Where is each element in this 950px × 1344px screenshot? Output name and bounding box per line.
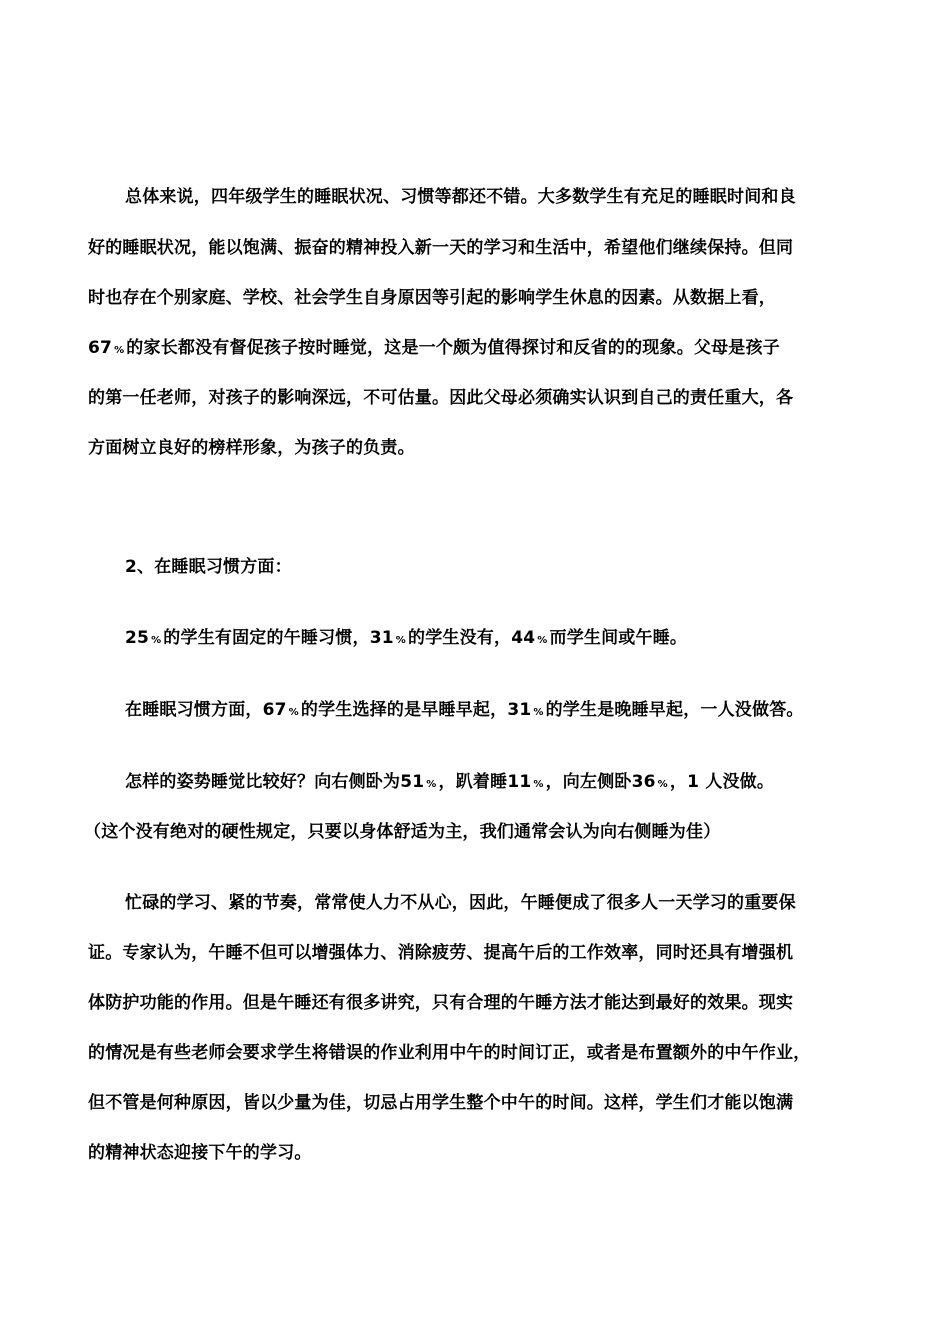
percent-value: 44: [511, 628, 536, 648]
percent-value: 25: [125, 628, 150, 648]
paragraph-line: 总体来说，四年级学生的睡眠状况、习惯等都还不错。大多数学生有充足的睡眠时间和良: [125, 187, 796, 207]
nap-stats-line: [125, 626, 687, 653]
paragraph-line: 好的睡眠状况，能以饱满、振奋的精神投入新一天的学习和生活中，希望他们继续保持。但同: [88, 238, 794, 258]
percent-value: 36: [631, 772, 656, 792]
line-text: 的学生选择的是早睡早起，: [300, 700, 508, 720]
percent-sign: %: [657, 779, 668, 790]
paragraph-line: 方面树立良好的榜样形象，为孩子的负责。: [88, 438, 415, 458]
paragraph-line: [88, 336, 780, 363]
percent-sign: %: [288, 707, 299, 718]
paragraph-line: 体防护功能的作用。但是午睡还有很多讲究，只有合理的午睡方法才能达到最好的效果。现实: [88, 993, 794, 1013]
line-text: 的学生是晚睡早起，一人没做答。: [545, 700, 804, 720]
habit-stats-line: [125, 698, 804, 725]
percent-sign: %: [395, 635, 406, 646]
paragraph-line: 但不管是何种原因，皆以少量为佳，切忌占用学生整个中午的时间。这样，学生们才能以饱满: [88, 1093, 794, 1113]
paragraph-line: 证。专家认为，午睡不但可以增强体力、消除疲劳、提高午后的工作效率，同时还具有增强机: [88, 943, 794, 963]
percent-sign: %: [533, 707, 544, 718]
line-text: ，向左侧卧: [545, 772, 632, 792]
line-text: 而学生间或午睡。: [549, 628, 688, 648]
section-heading: 2、在睡眠习惯方面：: [125, 557, 292, 577]
percent-value: 31: [369, 628, 394, 648]
posture-stats-line: [125, 770, 774, 797]
percent-sign: %: [114, 345, 125, 356]
note-line: （这个没有绝对的硬性规定，只要以身体舒适为主，我们通常会认为向右侧睡为佳）: [84, 822, 721, 842]
percent-sign: %: [537, 635, 548, 646]
paragraph-line: 时也存在个别家庭、学校、社会学生自身原因等引起的影响学生休息的因素。从数据上看，: [88, 288, 776, 308]
line-text: 人没做。: [705, 772, 775, 792]
count-value: 1: [687, 772, 700, 792]
line-text: 的学生没有，: [408, 628, 512, 648]
paragraph-line: 的情况是有些老师会要求学生将错误的作业利用中午的时间订正，或者是布置额外的中午作业，: [88, 1043, 811, 1063]
percent-value: 67: [88, 338, 113, 358]
line-text: ，: [669, 772, 688, 792]
percent-value: 11: [507, 772, 532, 792]
percent-value: 67: [262, 700, 287, 720]
line-text: 的学生有固定的午睡习惯，: [163, 628, 370, 648]
percent-value: 31: [507, 700, 532, 720]
paragraph-line: 的第一任老师，对孩子的影响深远，不可估量。因此父母必须确实认识到自己的责任重大，各: [88, 388, 794, 408]
percent-sign: %: [151, 635, 162, 646]
line-text: 在睡眠习惯方面，: [125, 700, 263, 720]
percent-value: 51: [400, 772, 425, 792]
line-text: ，趴着睡: [438, 772, 508, 792]
line-text: 怎样的姿势睡觉比较好？向右侧卧为: [125, 772, 401, 792]
line-text: 的家长都没有督促孩子按时睡觉，这是一个颇为值得探讨和反省的的现象。父母是孩子: [126, 338, 780, 358]
percent-sign: %: [426, 779, 437, 790]
percent-sign: %: [533, 779, 544, 790]
paragraph-line: 的精神状态迎接下午的学习。: [88, 1143, 312, 1163]
paragraph-line: 忙碌的学习、紧的节奏，常常使人力不从心，因此，午睡便成了很多人一天学习的重要保: [125, 893, 796, 913]
